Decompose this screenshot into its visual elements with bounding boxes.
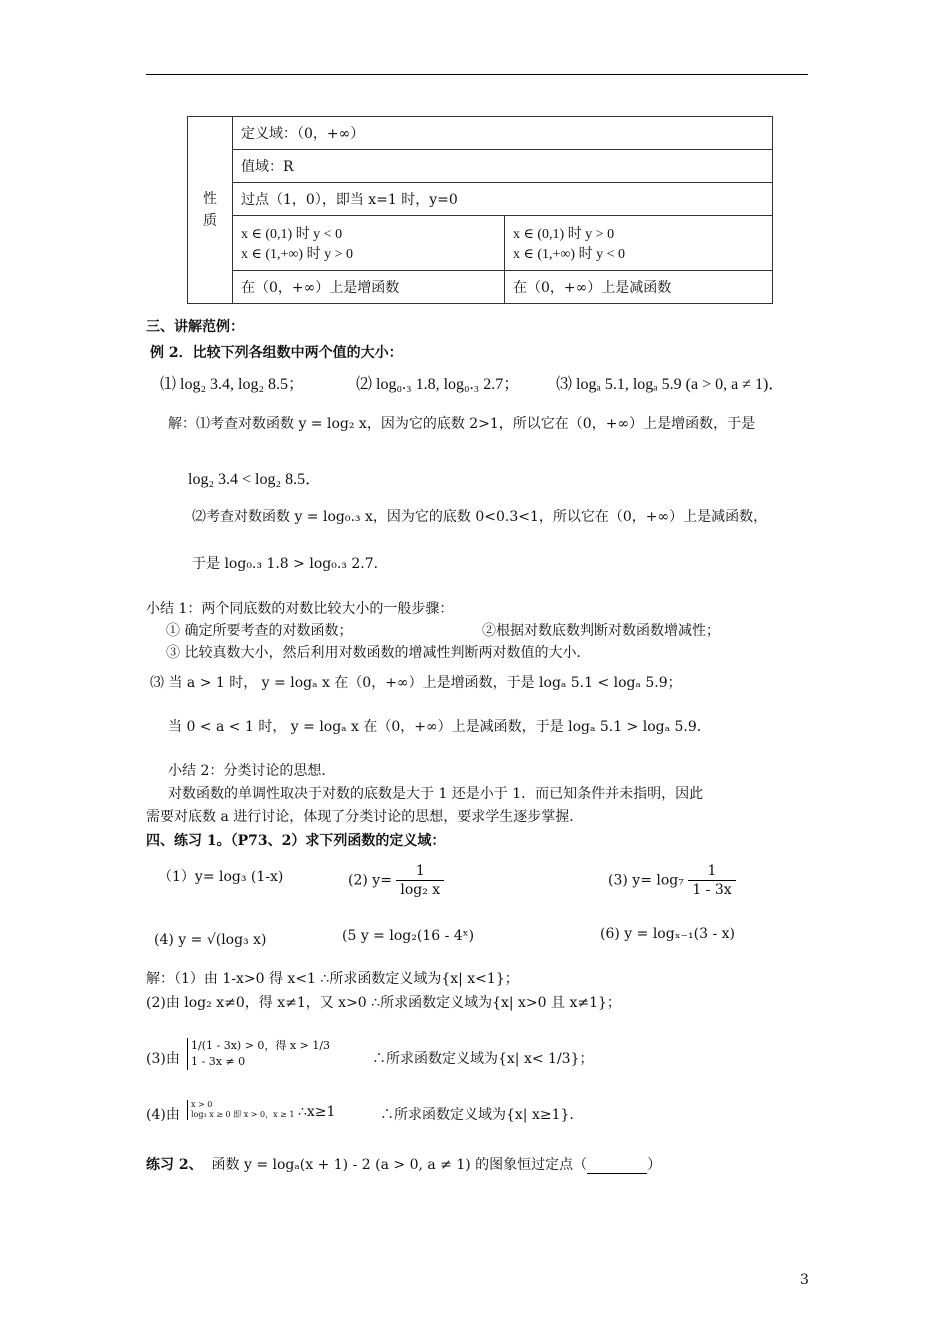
example-title: 例 2．比较下列各组数中两个值的大小： [150,345,403,361]
summary2-text-1: 对数函数的单调性取决于对数的底数是大于 1 还是小于 1．而已知条件并未指明，因此 [168,786,704,802]
function-3: (3) y= log₇ $\frac{1}{1 - 3x}$ [608,862,736,899]
right-sign-line-1: x ∈ (0,1) 时 y > 0 [513,227,615,242]
example-item-2: ⑵ log₀.₃ 1.8, log₀.₃ 2.7； [356,376,520,393]
solution-1-result: log₂ 3.4 < log₂ 8.5． [188,471,322,488]
answer-4-system: x > 0 log₃ x ≥ 0 即 x > 0，x ≥ 1 [187,1100,295,1120]
summary1-title: 小结 1：两个同底数的对数比较大小的一般步骤： [146,601,454,617]
answer-1: 解：（1）由 1-x>0 得 x<1 ∴所求函数定义域为{x| x<1}； [146,971,519,987]
answer-2: (2)由 log₂ x≠0，得 x≠1，又 x>0 ∴所求函数定义域为{x| x>0 且 x≠1}； [146,995,621,1011]
example-item-1: ⑴ log₂ 3.4, log₂ 8.5； [160,376,305,393]
summary2-text-2: 需要对底数 a 进行讨论，体现了分类讨论的思想，要求学生逐步掌握． [146,809,584,825]
solution-2: ⑵考查对数函数 y = log₀.₃ x，因为它的底数 0<0.3<1，所以它在（0，+∞）上是减函数， [192,509,768,525]
answer-3-prefix: (3)由 [146,1051,180,1067]
exercise-2-text: 函数 y = logₐ(x + 1) - 2 (a > 0, a ≠ 1) 的图象恒过定点（ [211,1157,588,1173]
right-mono-cell: 在（0，+∞）上是减函数 [505,271,773,304]
left-sign-line-2: x ∈ (1,+∞) 时 y > 0 [241,247,353,262]
right-sign-cell [505,216,773,271]
function-6: (6) y = logₓ₋₁(3 - x) [600,926,735,942]
right-sign-line-2: x ∈ (1,+∞) 时 y < 0 [513,247,625,262]
domain-cell: 定义域：（0，+∞） [233,117,773,150]
section4-heading: 四、练习 1。（P73、2）求下列函数的定义域： [146,833,446,849]
summary2-title: 小结 2：分类讨论的思想． [168,763,336,779]
answer-4-mid: ∴x≥1 [298,1104,336,1120]
summary1-step3: ③ 比较真数大小，然后利用对数函数的增减性判断两对数值的大小． [166,645,591,661]
function-2: (2) y= $\frac{1}{\text{log₂ x}}$ [348,862,444,899]
header-rule [146,74,808,75]
page-number: 3 [800,1272,809,1288]
case-a-gt-1: ⑶ 当 a > 1 时， y = logₐ x 在（0，+∞）上是增函数，于是 logₐ 5.1 < logₐ 5.9； [150,675,682,691]
case-a-lt-1: 当 0 < a < 1 时， y = logₐ x 在（0，+∞）上是减函数，于是 logₐ 5.1 > logₐ 5.9． [168,719,711,735]
exercise-2: 练习 2、 函数 y = logₐ(x + 1) - 2 (a > 0, a ≠ 1) 的图象恒过定点（ ） [146,1157,662,1173]
left-mono-cell: 在（0，+∞）上是增函数 [233,271,505,304]
solution-2-result: 于是 log₀.₃ 1.8 > log₀.₃ 2.7． [192,556,388,572]
function-4: (4) y = √(log₃ x) [154,932,267,948]
point-cell: 过点（1，0），即当 x=1 时，y=0 [233,183,773,216]
answer-blank[interactable] [587,1159,647,1174]
example-item-3: ⑶ logₐ 5.1, logₐ 5.9 (a > 0, a ≠ 1)． [556,376,785,393]
function-1: （1）y= log₃ (1-x) [158,869,284,885]
left-sign-line-1: x ∈ (0,1) 时 y < 0 [241,227,343,242]
side-label: 性 质 [188,117,233,304]
answer-4-result: ∴所求函数定义域为{x| x≥1}. [380,1107,574,1123]
summary1-step1: ① 确定所要考查的对数函数； [166,623,353,639]
function-5: (5 y = log₂(16 - 4ˣ) [342,928,475,944]
answer-3-system: 1/(1 - 3x) > 0，得 x > 1/3 1 - 3x ≠ 0 [187,1038,330,1070]
exercise-2-label: 练习 2、 [146,1157,203,1173]
answer-4-prefix: (4)由 [146,1107,180,1123]
left-sign-cell [233,216,505,271]
range-cell: 值域：R [233,150,773,183]
summary1-step2: ②根据对数底数判断对数函数增减性； [482,623,720,639]
answer-3-result: ∴所求函数定义域为{x| x< 1/3}； [372,1051,594,1067]
properties-table [187,116,773,304]
section3-heading: 三、讲解范例： [146,319,244,335]
solution-1: 解：⑴考查对数函数 y = log₂ x，因为它的底数 2>1，所以它在（0，+∞）上是增函数，于是 [168,416,756,432]
